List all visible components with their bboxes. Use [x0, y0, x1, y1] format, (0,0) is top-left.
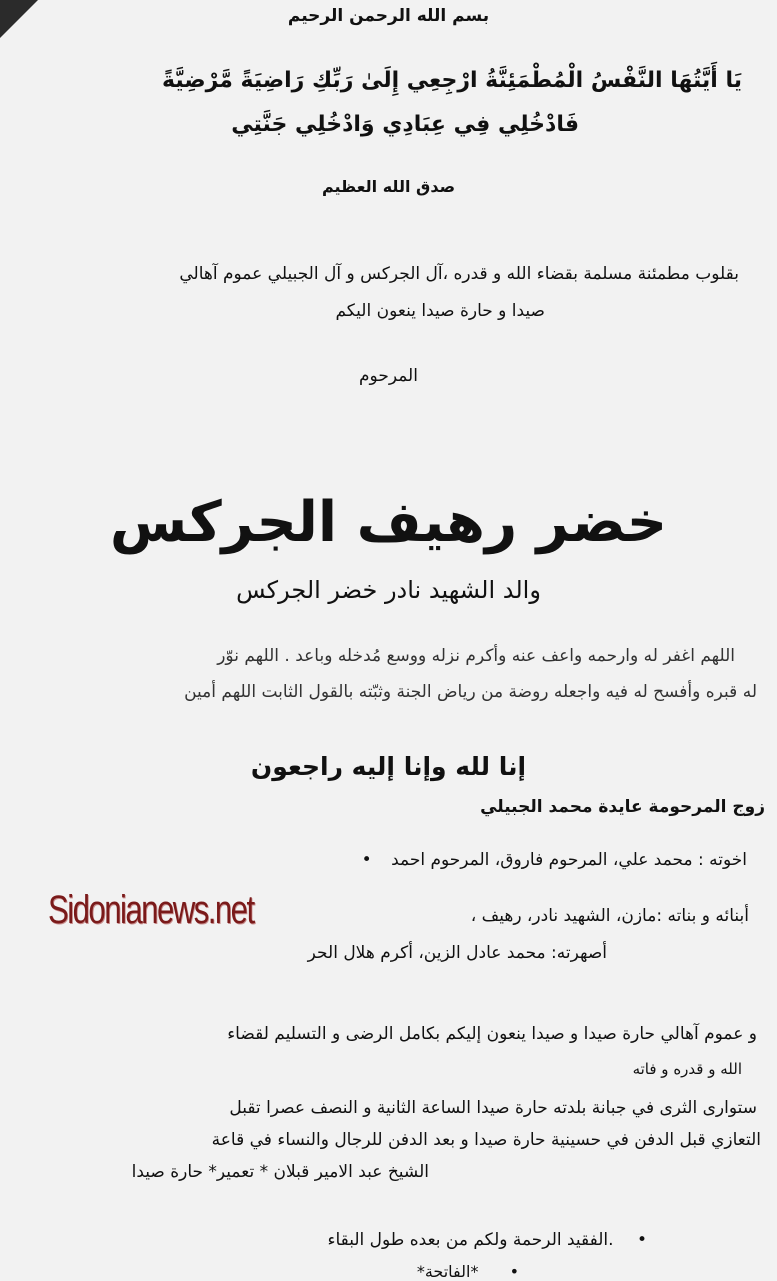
children-line: أبنائه و بناته :مازن، الشهيد نادر، رهيف ، — [470, 906, 749, 926]
announcement-line-1: بقلوب مطمئنة مسلمة بقضاء الله و قدره ،آل الجركس و آل الجبيلي عموم آهالي — [179, 264, 739, 284]
bullet-icon — [362, 850, 372, 870]
in-laws-line: أصهرته: محمد عادل الزين، أكرم هلال الحر — [307, 943, 607, 963]
basmala: بسم الله الرحمن الرحيم — [287, 6, 490, 26]
brothers-text: اخوته : محمد علي، المرحوم فاروق، المرحوم احمد — [391, 850, 747, 870]
funeral-line-1: ستوارى الثرى في جبانة بلدته حارة صيدا الساعة الثانية و النصف عصرا تقبل — [229, 1098, 757, 1118]
deceased-name: خضر رهيف الجركس — [109, 490, 668, 555]
bullet-icon — [510, 1262, 519, 1281]
verse-line-1: يَا أَيَّتُهَا النَّفْسُ الْمُطْمَئِنَّةُ ارْجِعِي إِلَىٰ رَبِّكِ رَاضِيَةً مَّرْضِيَّةً — [162, 68, 742, 93]
watermark-logo: Sidonianews.net — [48, 888, 254, 932]
closing-line-1 — [327, 1230, 647, 1250]
closing-line-2 — [417, 1262, 519, 1281]
funeral-line-2: التعازي قبل الدفن في حسينية حارة صيدا و بعد الدفن للرجال والنساء في قاعة — [211, 1130, 761, 1150]
almarhoum-label: المرحوم — [359, 366, 418, 386]
brothers-line — [362, 850, 747, 870]
announcement-line-2: صيدا و حارة صيدا ينعون اليكم — [335, 301, 545, 321]
verse-line-2: فَادْخُلِي فِي عِبَادِي وَادْخُلِي جَنَّتِي — [231, 112, 579, 137]
community-line-1: و عموم آهالي حارة صيدا و صيدا ينعون إليكم بكامل الرضى و التسليم لقضاء — [227, 1024, 757, 1044]
funeral-line-3: الشيخ عبد الامير قبلان * تعمير* حارة صيدا — [131, 1162, 429, 1182]
community-line-2: الله و قدره و فاته — [632, 1060, 742, 1078]
prayer-line-2: له قبره وأفسح له فيه واجعله روضة من رياض الجنة وثبّته بالقول الثابت اللهم أمين — [184, 682, 757, 702]
prayer-line-1: اللهم اغفر له وارحمه واعف عنه وأكرم نزله ووسع مُدخله وباعد . اللهم نوّر — [217, 646, 735, 666]
closing-text: .الفقيد الرحمة ولكم من بعده طول البقاء — [327, 1230, 614, 1250]
inna-lillah: إنا لله وإنا إليه راجعون — [250, 752, 527, 781]
father-of-line: والد الشهيد نادر خضر الجركس — [236, 576, 541, 604]
sadaq-heading: صدق الله العظيم — [321, 177, 456, 196]
fatiha-text: *الفاتحة* — [416, 1262, 479, 1281]
bullet-icon — [637, 1230, 647, 1250]
spouse-line: زوج المرحومة عايدة محمد الجبيلي — [480, 797, 765, 817]
